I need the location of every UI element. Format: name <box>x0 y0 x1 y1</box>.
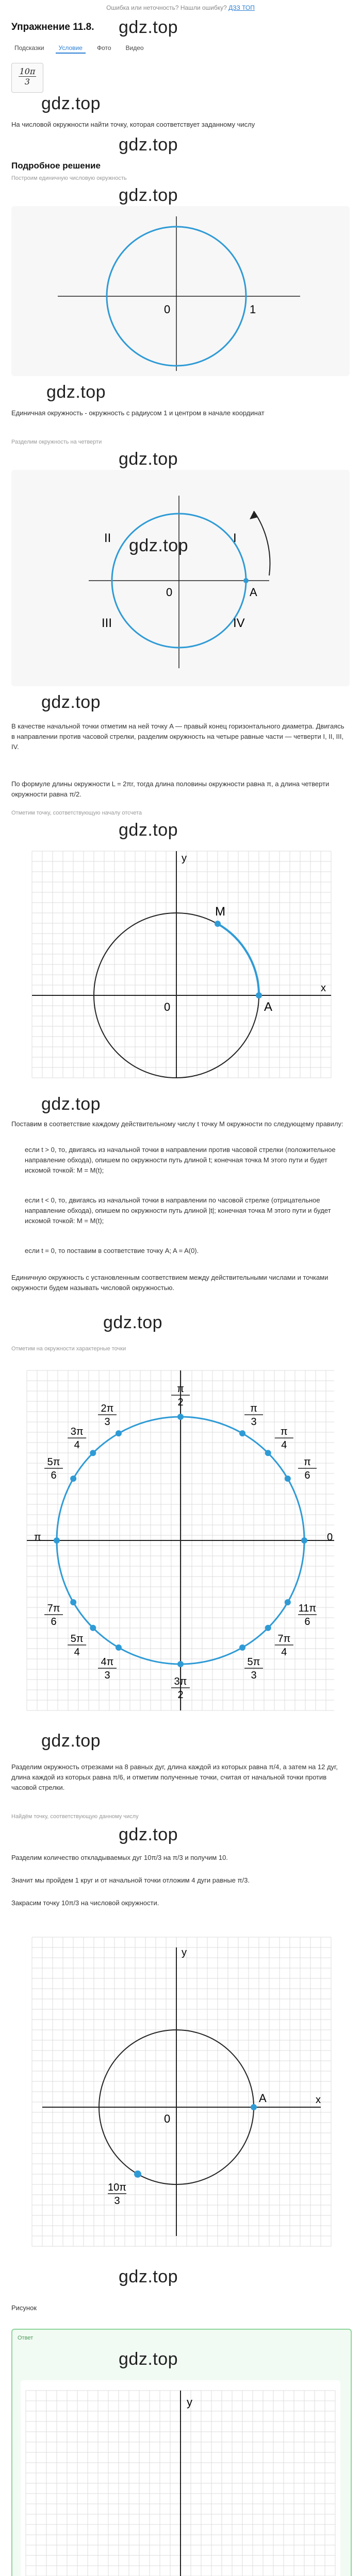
angle-label-den: 6 <box>51 1616 57 1628</box>
y-label: y <box>182 1947 187 1958</box>
quarter-II: II <box>104 531 111 545</box>
point-10pi3 <box>134 2171 141 2178</box>
angle-label-num: 5π <box>247 1656 260 1668</box>
angle-label-den: 3 <box>104 1416 110 1428</box>
angle-point <box>239 1645 245 1651</box>
origin-label: 0 <box>164 303 171 316</box>
angle-point <box>116 1645 122 1651</box>
angle-point <box>177 1414 184 1420</box>
rule-intro: Поставим в соответствие каждому действительному числу t точку M окружности по следующему правилу: <box>11 1120 343 1128</box>
angle-label-num: 3π <box>70 1426 84 1438</box>
watermark: gdz.top <box>119 1825 178 1844</box>
figure-angles <box>11 1360 350 1721</box>
step-caption-1: Построим единичную числовую окружность <box>11 175 127 181</box>
point-A <box>256 992 262 998</box>
condition-text: На числовой окружности найти точку, которая соответствует заданному числу <box>11 121 255 128</box>
angle-label-den: 4 <box>281 1646 287 1658</box>
step-caption-2: Разделим окружность на четверти <box>11 439 102 445</box>
angle-label-den: 3 <box>251 1416 257 1428</box>
angle-point <box>285 1599 291 1605</box>
tab-condition[interactable]: Условие <box>56 43 86 54</box>
tab-hints[interactable]: Подсказки <box>14 44 44 52</box>
figure-caption: Рисунок <box>11 2304 37 2312</box>
angle-label: π <box>34 1532 41 1543</box>
x-label: x <box>316 2094 321 2106</box>
condition-fraction-box <box>11 63 43 93</box>
angle-point <box>116 1430 122 1436</box>
angle-label-num: 5π <box>47 1456 60 1468</box>
angle-label-den: 2 <box>177 1397 184 1408</box>
angle-point <box>90 1625 96 1631</box>
point-A-label: A <box>264 1000 273 1014</box>
point-M <box>215 921 221 927</box>
figure-answer <box>21 2380 340 2576</box>
top-banner <box>0 0 361 15</box>
angle-label-den: 6 <box>51 1470 57 1481</box>
angle-label-num: 3π <box>174 1676 187 1687</box>
watermark: gdz.top <box>41 1731 101 1751</box>
condition-den: 3 <box>24 77 30 87</box>
answer-point-label-den: 3 <box>114 2195 120 2207</box>
watermark: gdz.top <box>119 135 178 155</box>
angle-label-num: π <box>304 1456 311 1468</box>
watermark: gdz.top <box>119 2349 178 2369</box>
angle-point <box>90 1450 96 1456</box>
angle-label-den: 6 <box>304 1616 310 1628</box>
point-A <box>251 2104 257 2110</box>
angle-label-den: 2 <box>177 1689 184 1701</box>
watermark: gdz.top <box>103 1313 163 1332</box>
solution-heading: Подробное решение <box>11 161 101 171</box>
angle-label-den: 3 <box>251 1669 257 1681</box>
angle-label-num: 4π <box>101 1656 114 1668</box>
y-label: y <box>182 853 187 864</box>
condition-fraction <box>19 66 37 87</box>
angle-label-num: 7π <box>47 1603 60 1614</box>
watermark: gdz.top <box>119 820 178 840</box>
angle-label-den: 3 <box>104 1669 110 1681</box>
figure-solution <box>11 1927 350 2257</box>
quarters-text: В качестве начальной точки отметим на ней точку A — правый конец горизонтального диаметра. Двигаясь в направлении против часовой стрелки, разделим окружность на четыре равные части — четверти I, II, III, IV. <box>11 722 344 751</box>
angle-point <box>265 1625 271 1631</box>
angle-label-num: 2π <box>101 1403 114 1415</box>
tab-photo[interactable]: Фото <box>96 44 111 52</box>
direction-arrow <box>254 511 270 575</box>
step-caption-5: Найдём точку, соответствующую данному числу <box>11 1814 139 1820</box>
point-A-label: A <box>259 2092 267 2105</box>
one-turn-text: Значит мы пройдем 1 круг и от начальной точки отложим 4 дуги равные π/3. <box>11 1876 250 1884</box>
angle-point <box>54 1537 60 1544</box>
figure-unit-circle <box>11 206 350 376</box>
watermark: gdz.top <box>41 692 101 712</box>
rule-zero: если t = 0, то поставим в соответствие точку A; A = A(0). <box>25 1247 199 1255</box>
angle-label-den: 4 <box>74 1439 80 1451</box>
answer-point-label-num: 10π <box>107 2181 127 2193</box>
angle-point <box>239 1430 245 1436</box>
watermark: gdz.top <box>129 536 189 555</box>
angle-point <box>285 1476 291 1482</box>
length-text: По формуле длины окружности L = 2πr, тогда длина половины окружности равна π, а длина четверти окружности равна π/2. <box>11 780 330 799</box>
figure-grid-MA <box>11 841 350 1088</box>
tab-video[interactable]: Видео <box>125 44 144 52</box>
point-A-label: A <box>250 586 257 599</box>
watermark: gdz.top <box>46 382 106 402</box>
step-caption-3: Отметим точку, соответствующую началу отсчета <box>11 810 142 816</box>
rule-positive: если t > 0, то, двигаясь из начальной точки в направлении против часовой стрелки (положительное направление обхода), опишем по окружности путь длиной t; конечная точка M этого пути и будет искомой точкой: M = M(t); <box>25 1146 336 1175</box>
watermark: gdz.top <box>119 449 178 469</box>
definition-text: Единичная окружность - окружность с радиусом 1 и центром в начале координат <box>11 409 265 417</box>
angle-label-num: π <box>250 1403 257 1415</box>
angle-point <box>301 1537 307 1544</box>
watermark: gdz.top <box>119 2267 178 2286</box>
mark-point-text: Закрасим точку 10π/3 на числовой окружности. <box>11 1899 159 1907</box>
condition-num: 10π <box>19 66 36 76</box>
point-M-label: M <box>215 905 225 919</box>
x-label: x <box>321 982 326 994</box>
arc-count-text: Разделим количество откладываемых дуг 10π/3 на π/3 и получим 10. <box>11 1854 228 1861</box>
origin-label: 0 <box>164 2112 171 2125</box>
banner-text: Ошибка или неточность? Нашли ошибку? <box>106 4 227 11</box>
angle-point <box>70 1599 76 1605</box>
angle-point <box>70 1476 76 1482</box>
answer-label: Ответ <box>18 2335 34 2341</box>
quarter-IV: IV <box>233 616 245 630</box>
step-caption-4: Отметим на окружности характерные точки <box>11 1346 126 1352</box>
watermark: gdz.top <box>41 1094 101 1114</box>
rule-negative: если t < 0, то, двигаясь из начальной точки в направлении по часовой стрелке (отрицательное направление обхода), опишем по окружности путь длиной |t|; конечная точка M этого пути и будет искомой точкой: M = M(t); <box>25 1196 331 1225</box>
angle-label-num: 5π <box>70 1633 84 1645</box>
angle-label-den: 4 <box>74 1646 80 1658</box>
angle-label-num: 11π <box>298 1603 317 1614</box>
angle-label-den: 4 <box>281 1439 287 1451</box>
figure-quarters <box>11 470 350 686</box>
quarter-III: III <box>102 616 112 630</box>
angle-label-num: π <box>280 1426 288 1438</box>
angle-point <box>265 1450 271 1456</box>
one-label: 1 <box>250 303 256 316</box>
exercise-title: Упражнение 11.8. <box>11 22 94 32</box>
watermark: gdz.top <box>119 18 178 37</box>
angle-label: 0 <box>327 1532 333 1543</box>
origin-label: 0 <box>164 1001 171 1013</box>
angle-label-den: 6 <box>304 1470 310 1481</box>
numeric-circle-definition: Единичную окружность с установленным соответствием между действительными числами и точками окружности будем называть числовой окружностью. <box>11 1274 329 1292</box>
point-A <box>243 578 249 583</box>
watermark: gdz.top <box>119 185 178 205</box>
watermark: gdz.top <box>41 94 101 113</box>
angle-label-num: 7π <box>277 1633 291 1645</box>
angle-point <box>177 1661 184 1667</box>
origin-label: 0 <box>166 586 173 599</box>
division-text: Разделим окружность отрезками на 8 равных дуг, длина каждой из которых равна π/4, а затем на 12 дуг, длина каждой из которых равна π/6, и отметим полученные точки, считая от начальной точки против часовой стрелки. <box>11 1763 338 1792</box>
banner-link[interactable]: ДЗЗ ТОП <box>228 4 255 11</box>
angle-label-num: π <box>177 1383 184 1395</box>
y-label: y <box>187 2396 192 2409</box>
quarter-I: I <box>233 531 237 545</box>
tabs-row <box>11 42 147 55</box>
